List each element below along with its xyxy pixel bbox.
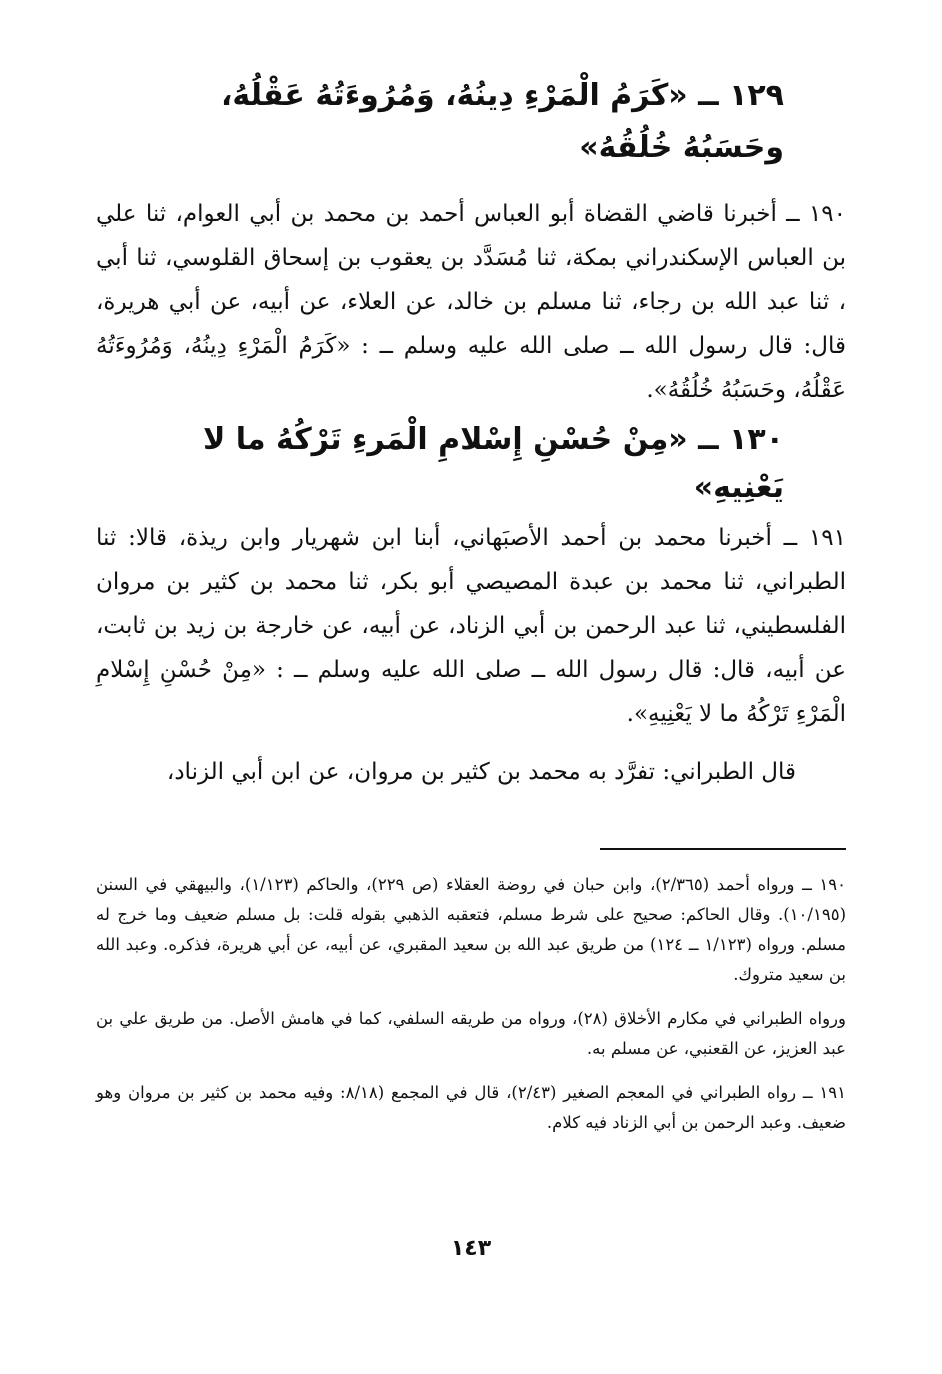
closing-paragraph: قال الطبراني: تفرَّد به محمد بن كثير بن مروان، عن ابن أبي الزناد، — [166, 759, 796, 785]
hadith-paragraph-190: ١٩٠ ــ أخبرنا قاضي القضاة أبو العباس أحمد بن محمد بن أبي العوام، ثنا علي بن العباس الإسكندراني بمكة، ثنا مُسَدَّد بن يعقوب بن إسحاق القلوسي، ثنا أبي ، ثنا عبد الله بن رجاء، ثنا مسلم بن خالد، عن العلاء، عن أبيه، عن أبي هريرة، قال: قال رسول الله ــ صلى الله عليه وسلم ــ : «كَرَمُ الْمَرْءِ دِينُهُ، وَمُرُوءَتُهُ عَقْلُهُ، وحَسَبُهُ خُلُقُهُ». — [96, 201, 846, 403]
hadith-heading-129: ١٢٩ ــ «كَرَمُ الْمَرْءِ دِينُهُ، وَمُرُوءَتُهُ عَقْلُهُ، وحَسَبُهُ خُلُقُهُ» — [221, 78, 784, 165]
footnote-190-continued: ورواه الطبراني في مكارم الأخلاق (٢٨)، ورواه من طريقه السلفي، كما في هامش الأصل. من طريق علي بن عبد العزيز، عن القعنبي، عن مسلم به. — [96, 1009, 846, 1058]
hadith-paragraph-191: ١٩١ ــ أخبرنا محمد بن أحمد الأصبَهاني، أبنا ابن شهريار وابن ريذة، قالا: ثنا الطبراني، ثنا محمد بن عبدة المصيصي أبو بكر، ثنا محمد بن كثير بن مروان الفلسطيني، ثنا عبد الرحمن بن أبي الزناد، عن أبيه، عن خارجة بن زيد بن ثابت، عن أبيه، قال: قال رسول الله ــ صلى الله عليه وسلم ــ : «مِنْ حُسْنِ إِسْلامِ الْمَرْءِ تَرْكُهُ ما لا يَعْنِيهِ». — [96, 525, 846, 727]
hadith-heading-130: ١٣٠ ــ «مِنْ حُسْنِ إِسْلامِ الْمَرءِ تَرْكُهُ ما لا يَعْنِيهِ» — [202, 422, 784, 505]
page-number: ١٤٣ — [450, 1236, 492, 1261]
footnote-191: ١٩١ ــ رواه الطبراني في المعجم الصغير (٢/٤٣)، قال في المجمع (٨/١٨: وفيه محمد بن كثير بن مروان وهو ضعيف. وعبد الرحمن بن أبي الزناد فيه كلام. — [96, 1083, 846, 1132]
footnotes — [96, 870, 846, 1152]
footnote-190: ١٩٠ ــ ورواه أحمد (٢/٣٦٥)، وابن حبان في روضة العقلاء (ص ٢٢٩)، والحاكم (١/١٢٣)، والبيهقي في السنن (١٠/١٩٥). وقال الحاكم: صحيح على شرط مسلم، فتعقبه الذهبي بقوله قلت: بل مسلم ضعيف وما خرج له مسلم. ورواه (١/١٢٣ ــ ١٢٤) من طريق عبد الله بن سعيد المقبري، عن أبيه، عن أبي هريرة، فذكره. وعبد الله بن سعيد متروك. — [96, 875, 846, 984]
footnote-divider — [600, 848, 846, 850]
main-text — [96, 70, 846, 794]
